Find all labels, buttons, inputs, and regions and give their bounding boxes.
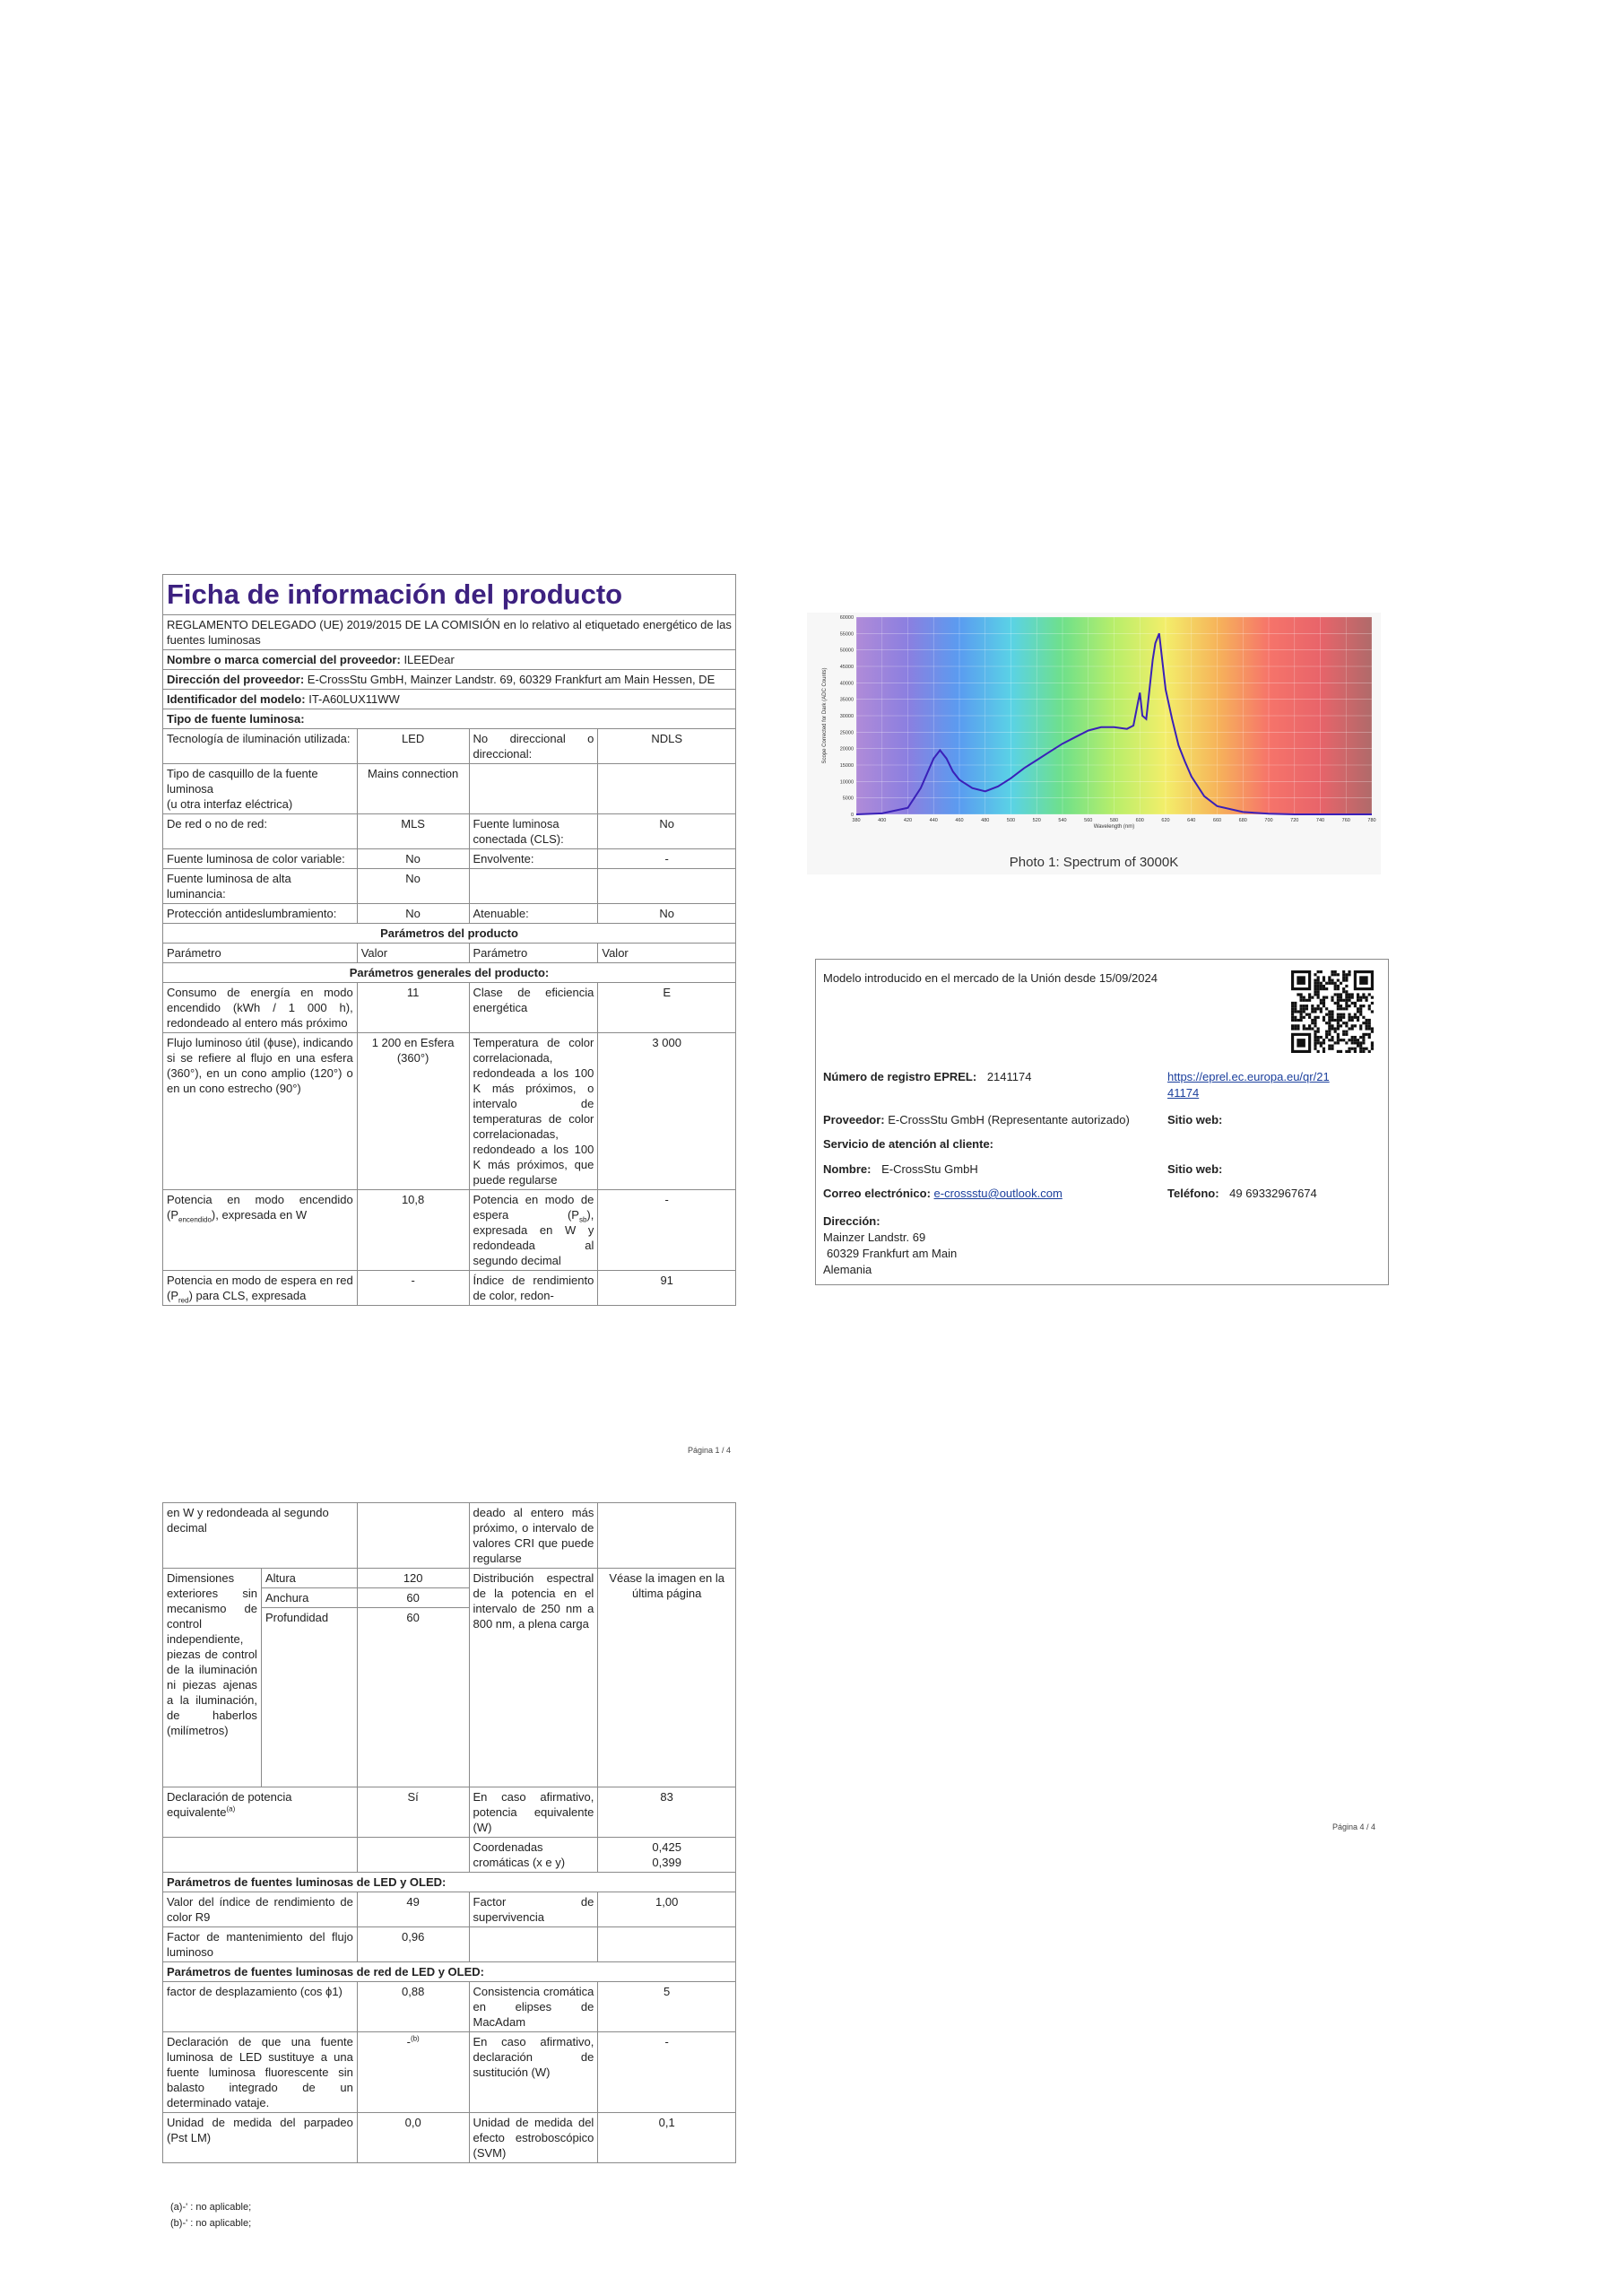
type-row: Tecnología de iluminación utilizada: LED No direccional o direccional: NDLS bbox=[163, 729, 736, 764]
y-tick-label: 50000 bbox=[839, 648, 854, 654]
regulation-text: REGLAMENTO DELEGADO (UE) 2019/2015 DE LA COMISIÓN en lo relativo al etiquetado energético de las fuentes luminosas bbox=[163, 615, 736, 650]
y-tick-label: 40000 bbox=[839, 681, 854, 687]
type-row: De red o no de red: MLS Fuente luminosa conectada (CLS): No bbox=[163, 814, 736, 849]
address-line: Mainzer Landstr. 69 bbox=[823, 1231, 926, 1244]
product-info-sheet-page-1 bbox=[162, 574, 736, 1306]
led-params-heading: Parámetros de fuentes luminosas de LED y OLED: bbox=[163, 1873, 736, 1892]
source-type-heading: Tipo de fuente luminosa: bbox=[163, 709, 736, 729]
y-tick-label: 60000 bbox=[839, 615, 854, 621]
dimensions-label: Dimensiones exteriores sin mecanismo de control independiente, piezas de control de la iluminación ni piezas ajenas a la iluminación, de haberlos (milímetros) bbox=[163, 1569, 262, 1787]
column-header-row: Parámetro Valor Parámetro Valor bbox=[163, 944, 736, 963]
type-row: Fuente luminosa de color variable: No Envolvente: - bbox=[163, 849, 736, 869]
product-info-sheet-page-2 bbox=[162, 1502, 736, 2163]
qr-code-icon[interactable] bbox=[1291, 970, 1374, 1053]
spectral-label: Distribución espectral de la potencia en el intervalo de 250 nm a 800 nm, a plena carga bbox=[469, 1569, 598, 1787]
type-row: Tipo de casquillo de la fuente luminosa (u otra interfaz eléctrica) Mains connection bbox=[163, 764, 736, 814]
mains-row: Unidad de medida del parpadeo (Pst LM) 0,0 Unidad de medida del efecto estroboscópico (SVM) 0,1 bbox=[163, 2113, 736, 2163]
x-axis-ticks bbox=[852, 818, 1375, 823]
eprel-link[interactable]: https://eprel.ec.europa.eu/qr/21 41174 bbox=[1167, 1070, 1330, 1100]
y-tick-label: 55000 bbox=[839, 631, 854, 638]
eprel-reg-value: 2141174 bbox=[986, 1070, 1032, 1083]
x-tick-label: 700 bbox=[1264, 818, 1273, 823]
general-row: Flujo luminoso útil (ϕuse), indicando si se refiere al flujo en una esfera (360°), en un cono amplio (120°) o en un cono estrecho (90°) 1 200 en Esfera (360°) Temperatura de color correlacionada, redondeada a los 100 K más próximos, o intervalo de temperaturas de color correlacionadas, redondeado a los 100 K más próximos, que puede regularse 3 000 bbox=[163, 1033, 736, 1190]
x-tick-label: 480 bbox=[981, 818, 990, 823]
x-tick-label: 460 bbox=[955, 818, 964, 823]
market-date-text: Modelo introducido en el mercado de la Unión desde 15/09/2024 bbox=[823, 971, 1158, 985]
dimensions-row: Dimensiones exteriores sin mecanismo de control independiente, piezas de control de la iluminación ni piezas ajenas a la iluminación, de haberlos (milímetros) Altura 120 Distribución espectral de la potencia en el intervalo de 250 nm a 800 nm, a plena carga Véase la imagen en la última página bbox=[163, 1569, 736, 1588]
product-params-heading: Parámetros del producto bbox=[163, 924, 736, 944]
general-params-heading: Parámetros generales del producto: bbox=[163, 963, 736, 983]
general-row: Consumo de energía en modo encendido (kWh / 1 000 h), redondeado al entero más próximo 11 Clase de eficiencia energética E bbox=[163, 983, 736, 1033]
model-label: Identificador del modelo: bbox=[167, 692, 306, 706]
supplier-address: E-CrossStu GmbH, Mainzer Landstr. 69, 60329 Frankfurt am Main Hessen, DE bbox=[307, 673, 716, 686]
page-number-1: Página 1 / 4 bbox=[688, 1446, 732, 1455]
page-number-4: Página 4 / 4 bbox=[1332, 1822, 1376, 1831]
x-tick-label: 540 bbox=[1058, 818, 1067, 823]
type-row: Fuente luminosa de alta luminancia: No bbox=[163, 869, 736, 904]
y-tick-label: 0 bbox=[850, 813, 854, 818]
x-tick-label: 520 bbox=[1032, 818, 1041, 823]
dimensions-row: Anchura 60 bbox=[163, 1588, 736, 1608]
led-row: Factor de mantenimiento del flujo luminoso 0,96 bbox=[163, 1927, 736, 1962]
x-tick-label: 640 bbox=[1187, 818, 1196, 823]
eprel-info-box bbox=[815, 959, 1389, 1285]
spectrum-chart bbox=[807, 613, 1381, 874]
power-on-row: Potencia en modo encendido $(P_{encendido})$, expresada en W 10,8 Potencia en modo de espera $(P_{sb})$, expresada en W y redondeada al segundo decimal - bbox=[163, 1190, 736, 1271]
address-label: Dirección: bbox=[823, 1214, 880, 1228]
website-label: Sitio web: bbox=[1167, 1113, 1223, 1126]
x-tick-label: 500 bbox=[1006, 818, 1016, 823]
x-tick-label: 780 bbox=[1367, 818, 1376, 823]
chart-grid bbox=[856, 617, 1372, 814]
eprel-reg-label: Número de registro EPREL: bbox=[823, 1070, 977, 1083]
continued-row: en W y redondeada al segundo decimal deado al entero más próximo, o intervalo de valores CRI que puede regularse bbox=[163, 1503, 736, 1569]
footnote-a: (a)-' : no aplicable; bbox=[170, 2202, 252, 2213]
model-id: IT-A60LUX11WW bbox=[308, 692, 400, 706]
led-row: Valor del índice de rendimiento de color R9 49 Factor de supervivencia 1,00 bbox=[163, 1892, 736, 1927]
phone-row: Teléfono: 49 69332967674 bbox=[1167, 1187, 1317, 1200]
x-tick-label: 560 bbox=[1084, 818, 1093, 823]
address-line: 60329 Frankfurt am Main bbox=[827, 1247, 958, 1260]
sheet-title: Ficha de información del producto bbox=[163, 575, 736, 615]
supplier-name: ILEEDear bbox=[403, 653, 455, 666]
eprel-reg-row bbox=[823, 1069, 1031, 1085]
x-tick-label: 720 bbox=[1290, 818, 1299, 823]
address-line: Alemania bbox=[823, 1263, 872, 1276]
x-tick-label: 620 bbox=[1161, 818, 1170, 823]
y-tick-label: 45000 bbox=[839, 665, 854, 670]
supplier-address-row bbox=[163, 670, 736, 690]
y-tick-label: 35000 bbox=[839, 697, 854, 703]
x-tick-label: 580 bbox=[1109, 818, 1119, 823]
chromaticity-row: Coordenadas cromáticas (x e y) 0,425 0,399 bbox=[163, 1838, 736, 1873]
customer-service-label: Servicio de atención al cliente: bbox=[823, 1137, 994, 1151]
y-tick-label: 15000 bbox=[839, 763, 854, 769]
contact-name-row: Nombre: E-CrossStu GmbH bbox=[823, 1162, 978, 1176]
x-tick-label: 760 bbox=[1341, 818, 1350, 823]
dimensions-row: Profundidad 60 bbox=[163, 1608, 736, 1787]
mains-row: factor de desplazamiento (cos ϕ1) 0,88 Consistencia cromática en elipses de MacAdam 5 bbox=[163, 1982, 736, 2032]
footnote-b: (b)-' : no aplicable; bbox=[170, 2218, 252, 2229]
email-link[interactable]: e-crossstu@outlook.com bbox=[933, 1187, 1063, 1200]
x-tick-label: 400 bbox=[878, 818, 887, 823]
x-tick-label: 600 bbox=[1135, 818, 1144, 823]
y-tick-label: 20000 bbox=[839, 746, 854, 752]
supplier-address-label: Dirección del proveedor: bbox=[167, 673, 305, 686]
x-tick-label: 740 bbox=[1315, 818, 1325, 823]
supplier-name-row bbox=[163, 650, 736, 670]
supplier-row: Proveedor: E-CrossStu GmbH (Representante autorizado) bbox=[823, 1113, 1130, 1126]
y-axis-label: Scope Corrected for Dark (ADC Counts) bbox=[822, 667, 828, 764]
y-tick-label: 30000 bbox=[839, 714, 854, 719]
email-row: Correo electrónico: e-crossstu@outlook.com bbox=[823, 1187, 1063, 1200]
equivalent-power-row: Declaración de potencia equivalente$^{(a)}$ Sí En caso afirmativo, potencia equivalente (W) 83 bbox=[163, 1787, 736, 1838]
y-tick-label: 5000 bbox=[842, 796, 854, 802]
x-tick-label: 380 bbox=[852, 818, 861, 823]
mains-params-heading: Parámetros de fuentes luminosas de red de LED y OLED: bbox=[163, 1962, 736, 1982]
power-network-row: Potencia en modo de espera en red $(P_{red})$ para CLS, expresada - Índice de rendimiento de color, redon- 91 bbox=[163, 1271, 736, 1306]
spectrum-caption: Photo 1: Spectrum of 3000K bbox=[1009, 855, 1179, 870]
x-tick-label: 440 bbox=[929, 818, 938, 823]
x-tick-label: 660 bbox=[1212, 818, 1222, 823]
x-tick-label: 680 bbox=[1238, 818, 1247, 823]
x-tick-label: 420 bbox=[903, 818, 913, 823]
y-tick-label: 10000 bbox=[839, 779, 854, 786]
x-axis-label: Wavelength (nm) bbox=[1093, 824, 1135, 830]
mains-row: Declaración de que una fuente luminosa de LED sustituye a una fuente luminosa fluorescente sin balasto integrado de un determinado vataje. -$^{(b)}$ En caso afirmativo, declaración de sustitución (W) - bbox=[163, 2032, 736, 2113]
model-row bbox=[163, 690, 736, 709]
supplier-name-label: Nombre o marca comercial del proveedor: bbox=[167, 653, 401, 666]
website2-label: Sitio web: bbox=[1167, 1162, 1223, 1176]
spectral-value: Véase la imagen en la última página bbox=[598, 1569, 736, 1787]
type-row: Protección antideslumbramiento: No Atenuable: No bbox=[163, 904, 736, 924]
y-tick-label: 25000 bbox=[839, 730, 854, 736]
